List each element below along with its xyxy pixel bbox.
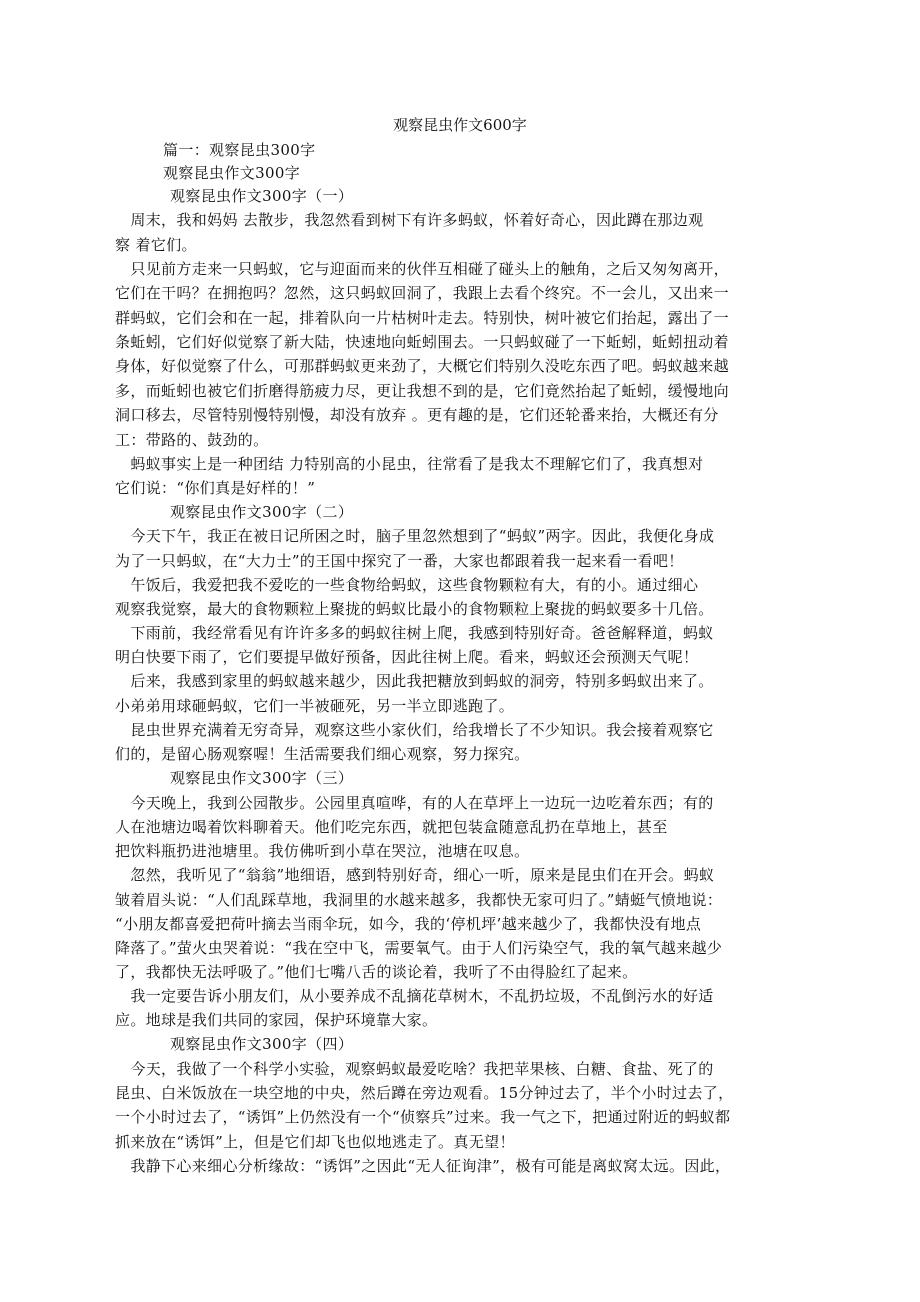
body-line: 了，我都快无法呼吸了。”他们七嘴八舌的谈论着，我听了不由得脸红了起来。: [115, 963, 638, 981]
body-line: 今天晚上，我到公园散步。公园里真喧哗，有的人在草坪上一边玩一边吃着东西；有的: [115, 794, 714, 812]
body-line: 今天下午，我正在被日记所困之时，脑子里忽然想到了“蚂蚁”两字。因此，我便化身成: [115, 527, 715, 545]
body-line: 午饭后，我爱把我不爱吃的一些食物给蚂蚁，这些食物颗粒有大，有的小。通过细心: [115, 576, 699, 594]
section-heading: 观察昆虫作文300字（二）: [170, 503, 354, 521]
body-line: 蚂蚁事实上是一种团结 力特别高的小昆虫，往常看了是我太不理解它们了，我真想对: [115, 455, 704, 473]
body-line: 只见前方走来一只蚂蚁，它与迎面而来的伙伴互相碰了碰头上的触角，之后又匆匆离开，: [115, 260, 730, 278]
body-line: 人在池塘边喝着饮料聊着天。他们吃完东西，就把包装盒随意乱扔在草地上，甚至: [115, 818, 668, 836]
body-line: 观察我觉察，最大的食物颗粒上聚拢的蚂蚁比最小的食物颗粒上聚拢的蚂蚁要多十几倍。: [115, 600, 714, 618]
body-line: 明白快要下雨了，它们要提早做好预备，因此往树上爬。看来，蚂蚁还会预测天气呢！: [115, 648, 699, 666]
section-heading: 观察昆虫作文300字（四）: [170, 1035, 354, 1053]
body-line: 小弟弟用球砸蚂蚁，它们一半被砸死，另一半立即逃跑了。: [115, 697, 515, 715]
body-line: “小朋友都喜爱把荷叶摘去当雨伞玩，如今，我的‘停机坪’越来越少了，我都快没有地点: [115, 915, 702, 933]
body-line: 把饮料瓶扔进池塘里。我仿佛听到小草在哭泣，池塘在叹息。: [115, 842, 530, 860]
body-line: 昆虫、白米饭放在一块空地的中央，然后蹲在旁边观看。15分钟过去了，半个小时过去了，: [115, 1084, 734, 1102]
section-heading: 篇一：观察昆虫300字: [163, 141, 316, 159]
body-line: 昆虫世界充满着无穷奇异，观察这些小家伙们，给我增长了不少知识。我会接着观察它: [115, 721, 714, 739]
body-line: 洞口移去，尽管特别慢特别慢，却没有放弃 。更有趣的是，它们还轮番来抬，大概还有分: [115, 406, 719, 424]
body-line: 们的，是留心肠观察喔！生活需要我们细心观察，努力探究。: [115, 745, 530, 763]
body-line: 皱着眉头说：“人们乱踩草地，我洞里的水越来越多，我都快无家可归了。”蜻蜓气愤地说：: [115, 891, 723, 909]
body-line: 多，而蚯蚓也被它们折磨得筋疲力尽，更让我想不到的是，它们竟然抬起了蚯蚓，缓慢地向: [115, 382, 730, 400]
section-heading: 观察昆虫作文300字（一）: [170, 187, 354, 205]
body-line: 今天，我做了一个科学小实验，观察蚂蚁最爱吃啥？我把苹果核、白糖、食盐、死了的: [115, 1060, 714, 1078]
body-line: 下雨前，我经常看见有许许多多的蚂蚁往树上爬，我感到特别好奇。爸爸解释道，蚂蚁: [115, 624, 714, 642]
body-line: 我一定要告诉小朋友们，从小要养成不乱摘花草树木，不乱扔垃圾，不乱倒污水的好适: [115, 987, 714, 1005]
section-heading: 观察昆虫作文300字: [163, 164, 301, 182]
section-heading: 观察昆虫作文300字（三）: [170, 769, 354, 787]
body-line: 为了一只蚂蚁，在“大力士”的王国中探究了一番，大家也都跟着我一起来看一看吧！: [115, 552, 684, 570]
body-line: 它们在干吗？在拥抱吗？忽然，这只蚂蚁回洞了，我跟上去看个终究。不一会儿，又出来一: [115, 284, 730, 302]
document-title: 观察昆虫作文600字: [393, 116, 527, 134]
body-line: 忽然，我听见了“翁翁”地细语，感到特别好奇，细心一听，原来是昆虫们在开会。蚂蚁: [115, 866, 715, 884]
body-line: 周末，我和妈妈 去散步，我忽然看到树下有许多蚂蚁，怀着好奇心，因此蹲在那边观: [115, 211, 704, 229]
body-line: 我静下心来细心分析缘故：“诱饵”之因此“无人征询津”，极有可能是离蚁窝太远。因此，: [115, 1157, 731, 1175]
body-line: 条蚯蚓，它们好似觉察了新大陆，快速地向蚯蚓围去。一只蚂蚁碰了一下蚯蚓，蚯蚓扭动着: [115, 333, 730, 351]
body-line: 降落了。”萤火虫哭着说：“我在空中飞，需要氧气。由于人们污染空气，我的氧气越来越少: [115, 939, 723, 957]
body-line: 察 着它们。: [115, 236, 197, 254]
body-line: 工：带路的、鼓劲的。: [115, 431, 269, 449]
body-line: 身体，好似觉察了什么，可那群蚂蚁更来劲了，大概它们特别久没吃东西了吧。蚂蚁越来越: [115, 357, 730, 375]
body-line: 一个小时过去了，“诱饵”上仍然没有一个“侦察兵”过来。我一气之下，把通过附近的蚂蚁都: [115, 1108, 731, 1126]
body-line: 它们说：“你们真是好样的！”: [115, 479, 316, 497]
body-line: 应。地球是我们共同的家园，保护环境靠大家。: [115, 1011, 438, 1029]
body-line: 群蚂蚁，它们会和在一起，排着队向一片枯树叶走去。特别快，树叶被它们抬起，露出了一: [115, 309, 730, 327]
body-line: 抓来放在“诱饵”上，但是它们却飞也似地逃走了。真无望！: [115, 1133, 515, 1151]
body-line: 后来，我感到家里的蚂蚁越来越少，因此我把糖放到蚂蚁的洞旁，特别多蚂蚁出来了。: [115, 672, 714, 690]
